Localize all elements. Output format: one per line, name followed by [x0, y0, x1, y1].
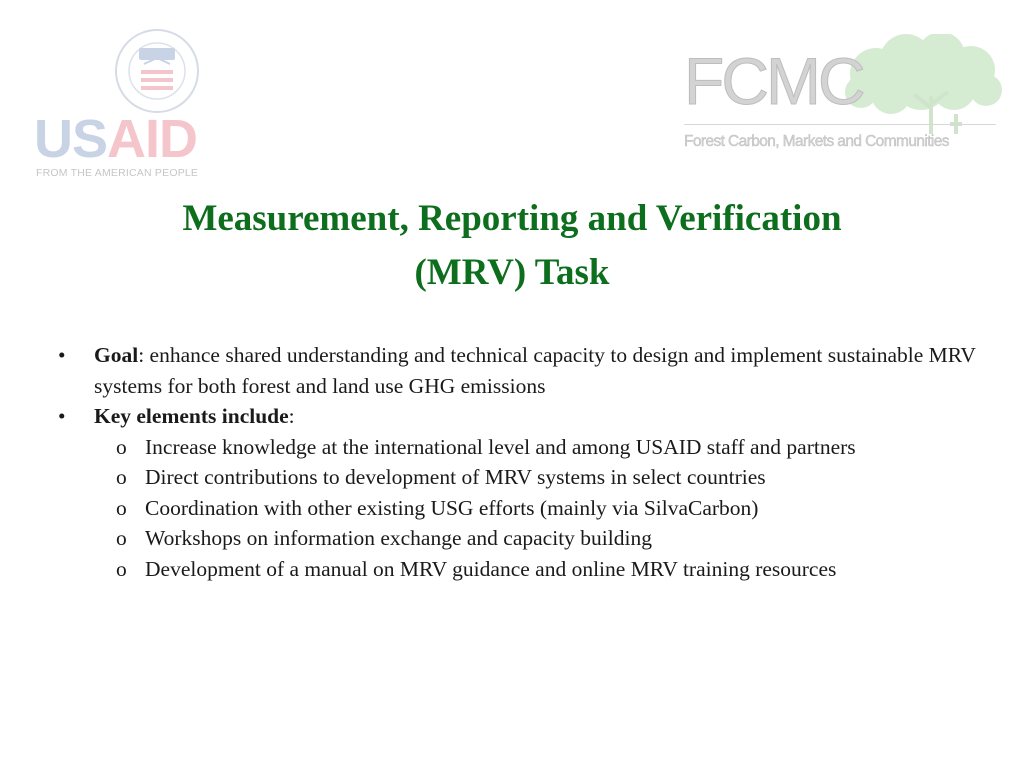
usaid-wordmark [34, 109, 198, 169]
bullet-goal [58, 340, 978, 401]
list-item [58, 493, 978, 524]
bullet-key-elements [58, 401, 978, 432]
fcmc-logo [680, 34, 1010, 158]
list-item [58, 432, 978, 463]
slide-body [58, 340, 978, 584]
list-item [58, 462, 978, 493]
bullet-marker: • [58, 343, 66, 367]
usaid-tagline: FROM THE AMERICAN PEOPLE [36, 167, 199, 179]
bullet-text: : enhance shared understanding and technical capacity to design and implement sustainable MRV systems for both forest and land use GHG emissions [94, 343, 976, 398]
sub-item-text: Increase knowledge at the international level and among USAID staff and partners [145, 434, 856, 459]
sub-item-text: Direct contributions to development of MRV systems in select countries [145, 465, 766, 489]
sub-item-text: Coordination with other existing USG efforts (mainly via SilvaCarbon) [145, 495, 759, 520]
usaid-aid: AID [107, 109, 198, 169]
bullet-text: : [288, 404, 295, 428]
slide-title [40, 192, 984, 300]
bullet-label: Goal [94, 343, 139, 367]
usaid-us: US [34, 109, 108, 169]
sub-item-text: Workshops on information exchange and capacity building [145, 526, 652, 550]
sub-bullet-marker: o [116, 465, 127, 489]
usaid-seal-icon [114, 28, 200, 114]
title-line-2: (MRV) Task [414, 252, 610, 293]
sub-bullet-marker: o [116, 434, 127, 459]
title-line-1: Measurement, Reporting and Verification [182, 198, 842, 239]
fcmc-divider [684, 124, 996, 125]
sub-item-text: Development of a manual on MRV guidance and online MRV training resources [145, 556, 837, 581]
bullet-marker: • [58, 404, 66, 428]
list-item [58, 523, 978, 554]
list-item [58, 554, 978, 585]
sub-bullet-marker: o [116, 495, 127, 520]
usaid-logo [30, 28, 230, 184]
bullet-label: Key elements include [94, 404, 289, 428]
key-elements-list [58, 432, 978, 585]
sub-bullet-marker: o [116, 526, 127, 550]
fcmc-tagline: Forest Carbon, Markets and Communities [684, 133, 949, 150]
sub-bullet-marker: o [116, 556, 127, 581]
fcmc-wordmark: FCMC [684, 44, 863, 118]
